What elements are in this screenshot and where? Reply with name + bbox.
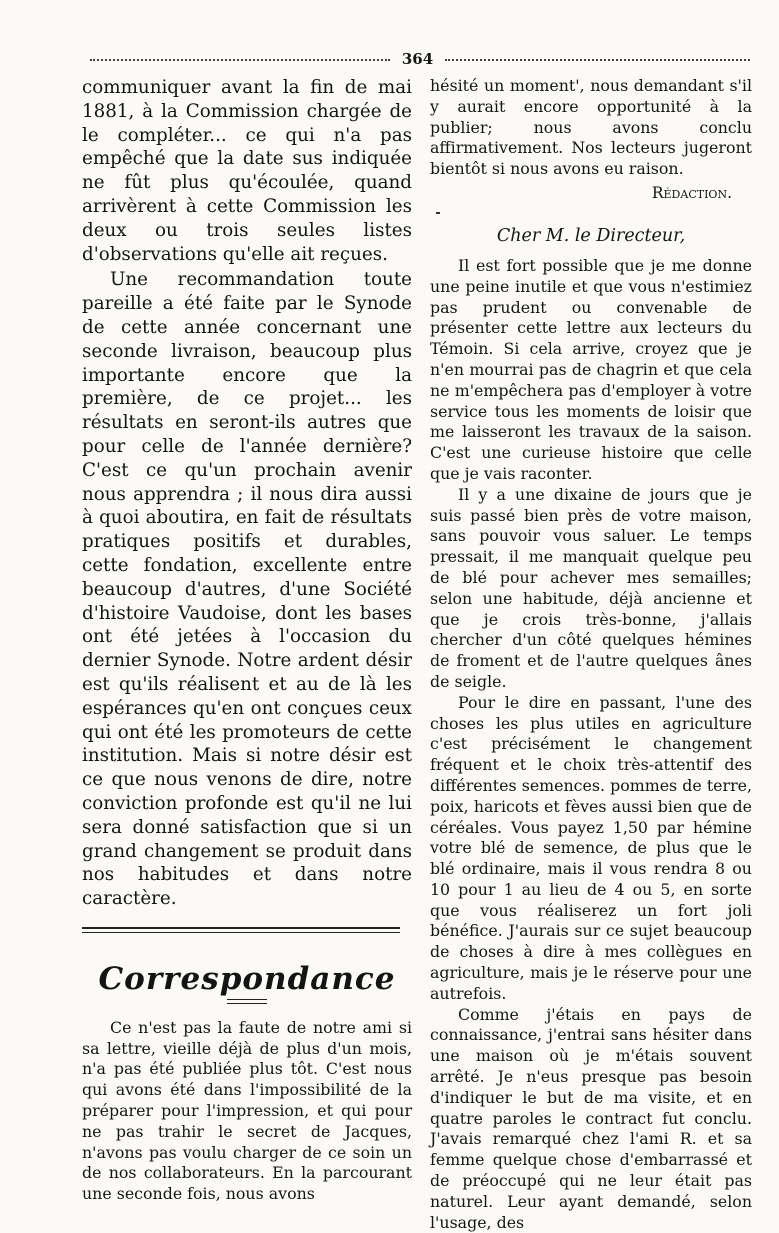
header-rule-right <box>445 59 750 61</box>
print-mark <box>436 212 440 214</box>
header-rule-left <box>90 59 390 61</box>
editorial-intro: Ce n'est pas la faute de notre ami si sa lettre, vieille déjà de plus d'un mois, n'a pas été publiée plus tôt. C'est nous qui avons été dans l'impossibilité de la préparer pour l'impression, et qui pour ne pas trahir le secret de Jacques, n'avons pas voulu charger de ce soin un de nos collaborateurs. En la parcourant une seconde fois, nous avons <box>82 1017 412 1204</box>
letter-paragraph: Comme j'étais en pays de connaissance, j'entrai sans hésiter dans une maison où je m'étais souvent arrêté. Je n'eus presque pas besoin d'indiquer le but de ma visite, et en quatre paroles le contract fut conclu. J'avais remarqué chez l'ami R. et sa femme quelque chose d'embarrassé et de préoccupé qui ne leur était pas naturel. Leur ayant demandé, selon l'usage, des <box>430 1004 752 1232</box>
synod-paragraph: Une recommandation toute pareille a été faite par le Synode de cette année concernant une seconde livraison, beaucoup plus importante encore que la première, de ce projet... les résultats en seront-ils autres que pour celle de l'année dernière? C'est ce qu'un prochain avenir nous apprendra ; il nous dira aussi à quoi aboutira, en fait de résultats pratiques positifs et durables, cette fondation, excellente entre beaucoup d'autres, d'une Société d'histoire Vaudoise, dont les bases ont été jetées à l'occasion du dernier Synode. Notre ardent désir est qu'ils réalisent et au de là les espérances qu'en ont conçues ceux qui ont été les promoteurs de cette institution. Mais si notre désir est ce que nous venons de dire, notre conviction profonde est qu'il ne lui sera donné satisfaction que si un grand changement se produit dans nos habitudes et dans notre caractère. <box>82 269 412 910</box>
letter-salutation: Cher M. le Directeur, <box>496 225 686 246</box>
editorial-intro-continued: hésité un moment', nous demandant s'il y aurait encore opportunité à la publier; nous avons conclu affirmativement. Nos lecteurs jugeront bientôt si nous avons eu raison. <box>430 76 752 179</box>
left-column <box>82 76 412 1205</box>
section-title: Correspondance <box>98 960 396 997</box>
running-header <box>90 50 750 68</box>
continued-paragraph: communiquer avant la fin de mai 1881, à la Commission chargée de le compléter... ce qui n'a pas empêché que la date sus indiquée ne fût plus qu'écoulée, quand arrivèrent à cette Commission les deux ou trois seules listes d'observations qu'elle ait reçues. <box>82 77 412 265</box>
letter-paragraph: Pour le dire en passant, l'une des choses les plus utiles en agriculture c'est précisément le changement fréquent et le choix très-attentif des différentes semences. pommes de terre, poix, haricots et fèves aussi bien que de céréales. Vous payez 1,50 par hémine votre blé de semence, de plus que le blé ordinaire, mais il vous rendra 8 ou 10 pour 1 au lieu de 4 ou 5, en sorte que vous réaliserez un fort joli bénéfice. J'aurais sur ce sujet beaucoup de choses à dire à mes collègues en agriculture, mais je le réserve pour une autrefois. <box>430 692 752 1003</box>
title-dash <box>227 1003 267 1004</box>
section-separator <box>82 927 400 933</box>
editor-signature: Rédaction. <box>651 183 732 202</box>
title-dash <box>227 999 267 1000</box>
page-number: 364 <box>401 50 434 68</box>
letter-paragraph: Il y a une dixaine de jours que je suis passé bien près de votre maison, sans pouvoir vous saluer. Le temps pressait, il me manquait quelque peu de blé pour achever mes semailles; selon une habitude, déjà ancienne et que je crois très-bonne, j'allais chercher d'un côté quelques hémines de froment et de l'autre quelques ânes de seigle. <box>430 484 752 691</box>
letter-paragraph: Il est fort possible que je me donne une peine inutile et que vous n'estimiez pas prudent ou convenable de présenter cette lettre aux lecteurs du Témoin. Si cela arrive, croyez que je n'en mourrai pas de chagrin et que cela ne m'empêchera pas d'employer à votre service tous les moments de loisir que me laisseront les travaux de la saison. C'est une curieuse histoire que celle que je vais raconter. <box>430 255 752 483</box>
right-column <box>430 76 752 1233</box>
